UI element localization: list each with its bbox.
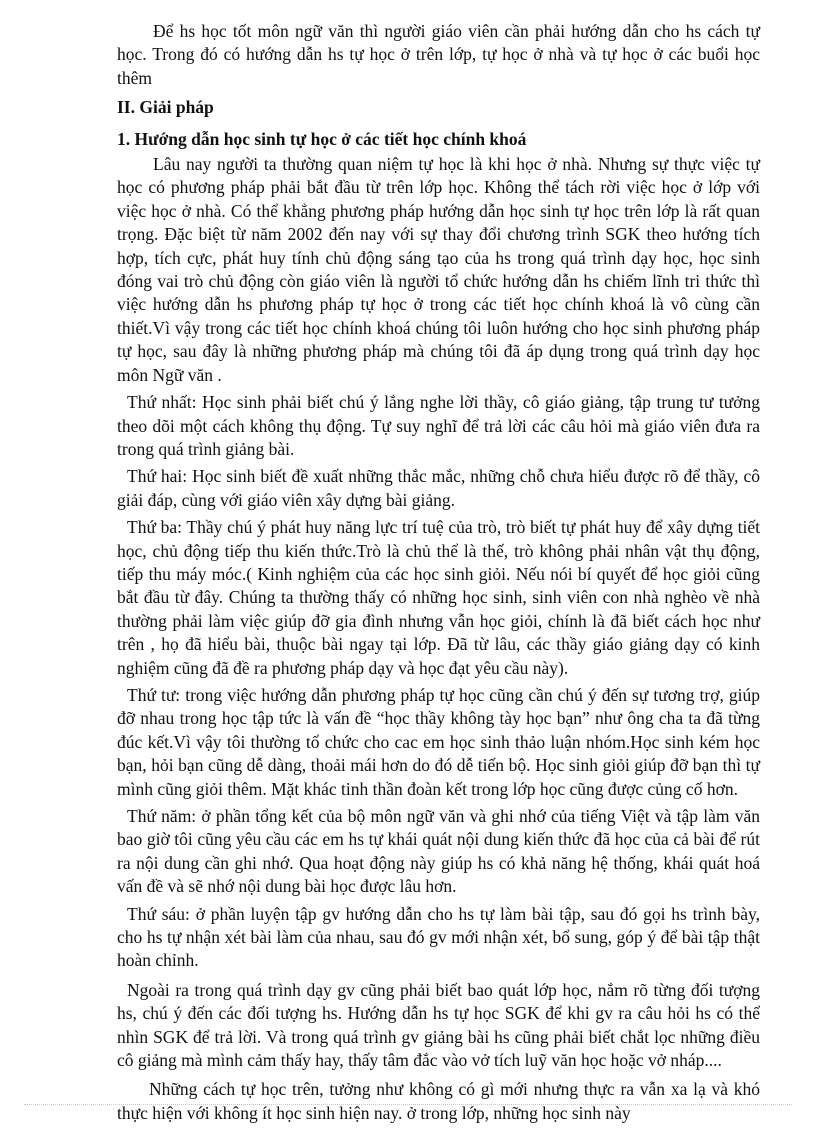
paragraph-conclusion: Những cách tự học trên, tưởng như không có gì mới nhưng thực ra vẫn xa lạ và khó thực hiện với không ít học sinh hiện nay. ở trong lớp, những học sinh này [117, 1079, 760, 1123]
paragraph-additional-notes: Ngoài ra trong quá trình dạy gv cũng phải biết bao quát lớp học, nắm rõ từng đối tượng hs, chú ý đến các đối tượng hs. Hướng dẫn hs tự học SGK để khi gv ra câu hỏi hs có thể nhìn SGK để trả lời. Và trong quá trình gv giảng bài hs cũng phải biết chắt lọc những điều cô giảng mà mình cảm thấy hay, thấy tâm đắc vào vở tích luỹ văn học hoặc vở nháp.... [117, 979, 760, 1071]
paragraph-sixth-method: Thứ sáu: ở phần luyện tập gv hướng dẫn cho hs tự làm bài tập, sau đó gọi hs trình bày, cho hs tự nhận xét bài làm của nhau, sau đó gv mới nhận xét, bổ sung, góp ý để bài tập thật hoàn chỉnh. [117, 903, 760, 971]
paragraph-third-method: Thứ ba: Thầy chú ý phát huy năng lực trí tuệ của trò, trò biết tự phát huy để xây dựng tiết học, chủ động tiếp thu kiến thức.Trò là chủ thể là thế, trò không phải nhân vật thụ động, tiếp thu máy móc.( Kinh nghiệm của các học sinh giỏi. Nếu nói bí quyết để học giỏi cũng bắt đầu từ đây. Chúng ta thường thấy có những học sinh, sinh viên con nhà nghèo về nhà thường phải làm việc giúp đỡ gia đình nhưng vẫn học giỏi, chính là đã biết cách học như trên , họ đã hiểu bài, thuộc bài ngay tại lớp. Đã từ lâu, các thầy giáo giảng dạy có kinh nghiệm cũng đã đề ra phương pháp dạy và học đạt yêu cầu này). [117, 517, 760, 678]
paragraph-first-method: Thứ nhất: Học sinh phải biết chú ý lắng nghe lời thầy, cô giáo giảng, tập trung tư tưởng theo dõi một cách không thụ động. Tự suy nghĩ để trả lời các câu hỏi mà giáo viên đưa ra trong quá trình giảng bài. [117, 392, 760, 459]
document-page [117, 20, 760, 1131]
paragraph-fifth-method: Thứ năm: ở phần tổng kết của bộ môn ngữ văn và ghi nhớ của tiếng Việt và tập làm văn bao giờ tôi cũng yêu cầu các em hs tự khái quát nội dung kiến thức đã học của cả bài để rút ra nội dung cần ghi nhớ. Qua hoạt động này giúp hs có khả năng hệ thống, khái quát hoá vấn đề và sẽ nhớ nội dung bài học được lâu hơn. [117, 806, 760, 897]
subsection-heading: 1. Hướng dẫn học sinh tự học ở các tiết học chính khoá [117, 128, 527, 149]
section-heading: II. Giải pháp [117, 97, 214, 118]
page-bottom-divider [24, 1104, 792, 1105]
paragraph-second-method: Thứ hai: Học sinh biết đề xuất những thắc mắc, những chỗ chưa hiểu được rõ để thầy, cô giải đáp, cùng với giáo viên xây dựng bài giảng. [117, 466, 760, 510]
paragraph-overview: Lâu nay người ta thường quan niệm tự học là khi học ở nhà. Nhưng sự thực việc tự học có phương pháp phải bắt đầu từ trên lớp học. Không thể tách rời việc học ở lớp với việc học ở nhà. Có thể khẳng phương pháp hướng dẫn học sinh tự học trên lớp là rất quan trọng. Đặc biệt từ năm 2002 đến nay với sự thay đổi chương trình SGK theo hướng tích hợp, tích cực, phát huy tính chủ động sáng tạo của hs trong quá trình dạy học, học sinh đóng vai trò chủ động còn giáo viên là người tổ chức hướng dẫn hs chiếm lĩnh tri thức thì việc hướng dẫn hs phương pháp tự học ở trong các tiết học chính khoá là vô cùng cần thiết.Vì vậy trong các tiết học chính khoá chúng tôi luôn hướng cho học sinh phương pháp tự học, sau đây là những phương pháp mà chúng tôi đã áp dụng trong quá trình dạy học môn Ngữ văn . [117, 154, 760, 385]
paragraph-fourth-method: Thứ tư: trong việc hướng dẫn phương pháp tự học cũng cần chú ý đến sự tương trợ, giúp đỡ nhau trong học tập tức là vấn đề “học thầy không tày học bạn” như ông cha ta đã từng đúc kết.Vì vậy tôi thường tổ chức cho cac em học sinh thảo luận nhóm.Học sinh kém học bạn, hỏi bạn cũng dễ dàng, thoải mái hơn do đó dễ tiến bộ. Học sinh giỏi giúp đỡ bạn thì tự mình cũng giỏi thêm. Mặt khác tinh thần đoàn kết trong lớp học cũng được củng cố hơn. [117, 684, 760, 799]
intro-paragraph: Để hs học tốt môn ngữ văn thì người giáo viên cần phải hướng dẫn cho hs cách tự học. Trong đó có hướng dẫn hs tự học ở trên lớp, tự học ở nhà và tự học ở các buổi học thêm [117, 21, 760, 88]
